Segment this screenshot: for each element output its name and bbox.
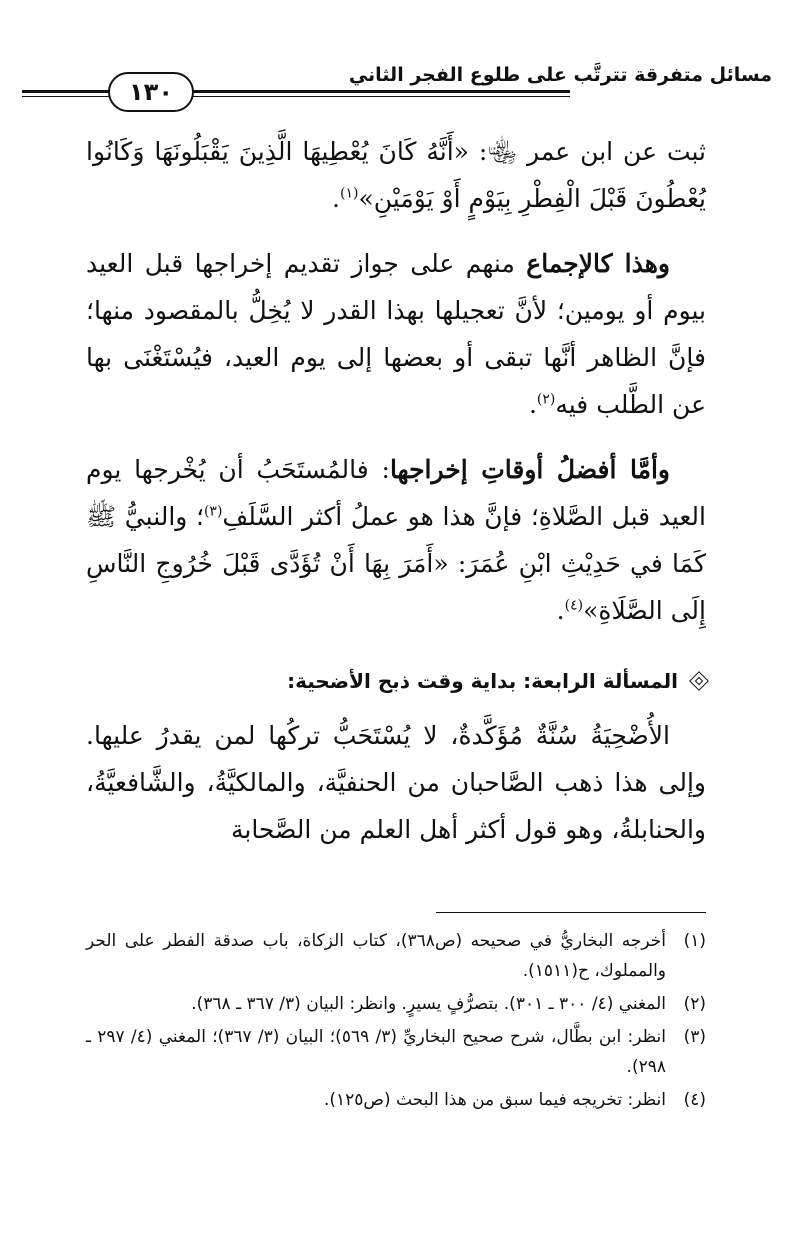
paragraph-2-lead: وهذا كالإجماع	[526, 249, 671, 278]
footnotes	[86, 926, 706, 1118]
paragraph-3-text-a: : فالمُستَحَبُ أن يُخْرجها يوم العيد قبل الصَّلاةِ؛ فإنَّ هذا هو عملُ أكثر السَّلَفِ	[86, 455, 706, 531]
footnote-number: (٣)	[683, 1027, 706, 1047]
footnote-number: (٢)	[683, 994, 706, 1014]
paragraph-2-text: منهم على جواز تقديم إخراجها قبل العيد بيوم أو يومين؛ لأنَّ تعجيلها بهذا القدر لا يُخِلُّ بالمقصود منها؛ فإنَّ الظاهر أنَّها تبقى أو بعضها إلى يوم العيد، فيُسْتَغْنَى بها عن الطَّلب فيه	[86, 249, 706, 419]
footnote-separator	[436, 912, 706, 913]
section-heading-text: المسألة الرابعة: بداية وقت ذبح الأضحية:	[287, 669, 678, 693]
paragraph-3-end: .	[556, 596, 565, 625]
footnote-number: (٤)	[683, 1090, 706, 1110]
footnote-2	[86, 989, 706, 1019]
paragraph-1-text: ثبت عن ابن عمر ﵄: «أَنَّهُ كَانَ يُعْطِيهَا الَّذِينَ يَقْبَلُونَهَا وَكَانُوا يُعْطُونَ قَبْلَ الْفِطْرِ بِيَوْمٍ أَوْ يَوْمَيْنِ»	[86, 137, 706, 213]
paragraph-1-end: .	[332, 184, 340, 213]
footnote-1	[86, 926, 706, 986]
footnote-ref-3: (٣)	[203, 503, 223, 520]
paragraph-2	[86, 240, 706, 428]
paragraph-3-lead: وأمَّا أفضلُ أوقاتِ إخراجها	[389, 455, 670, 484]
diamond-bullet-icon	[689, 671, 709, 691]
footnote-text: انظر: تخريجه فيما سبق من هذا البحث (ص١٢٥).	[323, 1090, 666, 1110]
paragraph-3	[86, 446, 706, 634]
footnote-text: أخرجه البخاريُّ في صحيحه (ص٣٦٨)، كتاب الزكاة، باب صدقة الفطر على الحر والمملوك، ح(١٥١١).	[86, 931, 666, 981]
footnote-ref-4: (٤)	[564, 597, 584, 614]
section-heading	[86, 664, 706, 698]
footnote-4	[86, 1085, 706, 1115]
footnote-ref-2: (٢)	[536, 391, 556, 408]
header-rule-left-thin	[22, 96, 80, 97]
page-header	[80, 52, 780, 132]
footnote-ref-1: (١)	[340, 185, 359, 202]
header-rule-left-thick	[22, 90, 80, 93]
footnote-text: المغني (٤/ ٣٠٠ ـ ٣٠١). بتصرُّفٍ يسيرٍ. وانظر: البيان (٣/ ٣٦٧ ـ ٣٦٨).	[191, 994, 666, 1014]
paragraph-2-end: .	[528, 390, 537, 419]
paragraph-3-text-b: ؛ والنبيُّ ﷺ كَمَا في حَدِيْثِ ابْنِ عُمَرَ: «أَمَرَ بِهَا أَنْ تُؤَدَّى قَبْلَ خُرُوجِ النَّاسِ إِلَى الصَّلَاةِ»	[86, 502, 706, 625]
main-text	[86, 128, 706, 853]
footnote-text: انظر: ابن بطَّال، شرح صحيح البخاريِّ (٣/ ٥٦٩)؛ البيان (٣/ ٣٦٧)؛ المغني (٤/ ٢٩٧ ـ ٢٩٨).	[86, 1027, 666, 1077]
paragraph-4: الأُضْحِيَةُ سُنَّةٌ مُؤَكَّدةٌ، لا يُسْتَحَبُّ تركُها لمن يقدرُ عليها. وإلى هذا ذهب الصَّاحبان من الحنفيَّة، والمالكيَّةُ، والشَّافعيَّةُ، والحنابلةُ، وهو قول أكثر أهل العلم من الصَّحابة	[86, 721, 706, 844]
footnote-number: (١)	[683, 931, 706, 951]
running-title: مسائل متفرقة تترتَّب على طلوع الفجر الثاني	[348, 64, 772, 86]
paragraph-1	[86, 128, 706, 222]
footnote-3	[86, 1022, 706, 1082]
page-number: ١٣٠	[108, 72, 194, 112]
